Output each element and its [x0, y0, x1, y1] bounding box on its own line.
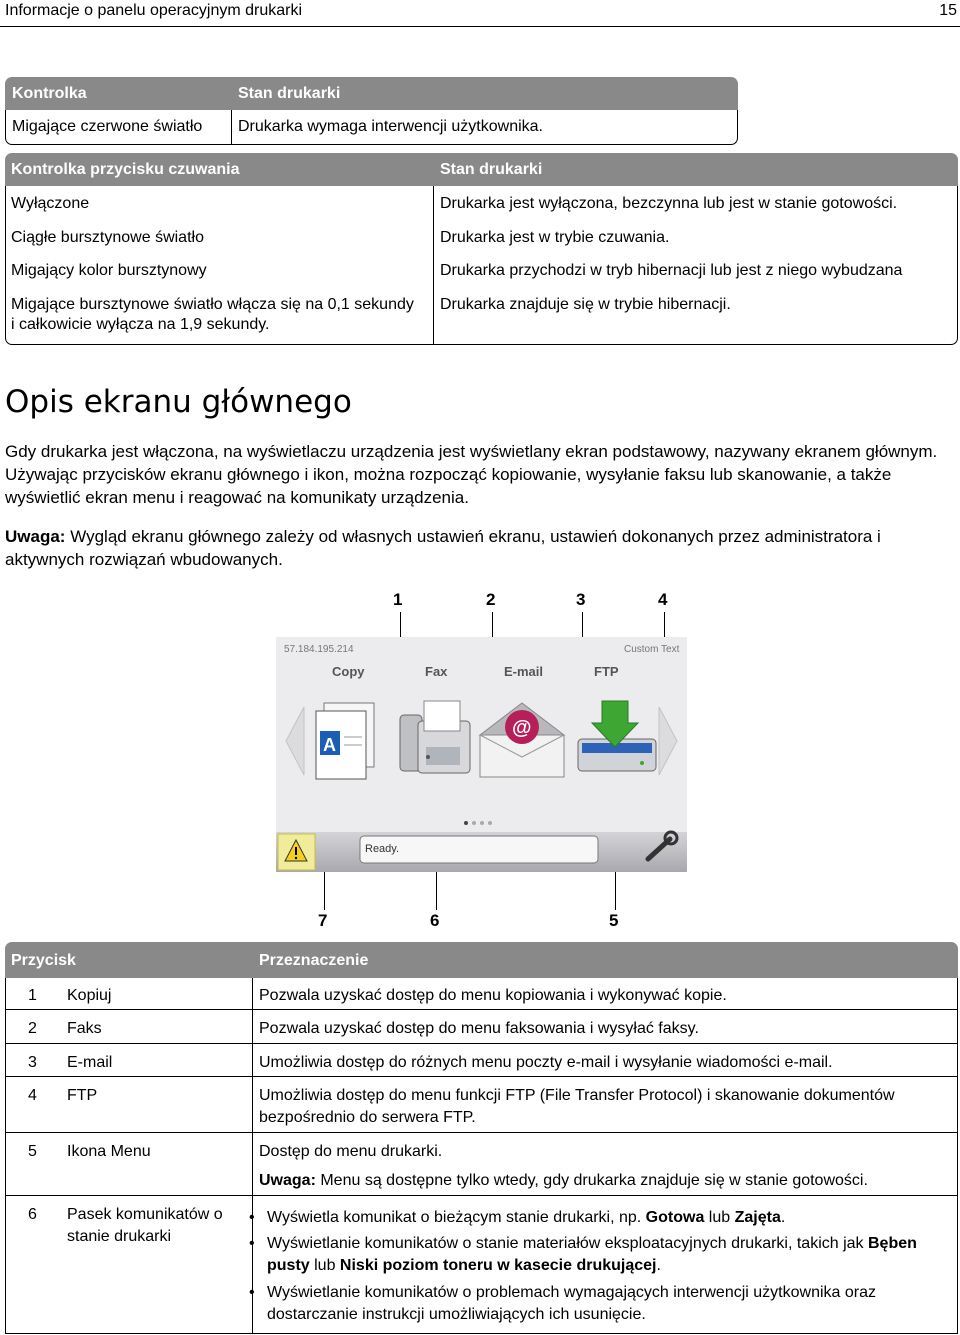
- light-meaning: Drukarka wymaga interwencji użytkownika.: [238, 118, 543, 135]
- page-dot: [472, 821, 476, 825]
- column-header: Stan drukarki: [440, 161, 543, 178]
- row-number: 2: [28, 1020, 37, 1037]
- callout-7: 7: [318, 911, 328, 930]
- page-header-title: Informacje o panelu operacyjnym drukarki: [5, 2, 303, 19]
- row-number: 6: [28, 1206, 37, 1223]
- column-header: Stan drukarki: [238, 85, 341, 102]
- app-label-email[interactable]: E-mail: [504, 664, 544, 679]
- row-number: 4: [28, 1087, 37, 1104]
- button-purpose: Pozwala uzyskać dostęp do menu kopiowania i wykonywać kopie.: [259, 987, 727, 1004]
- row-number: 1: [28, 987, 37, 1004]
- list-item: • Wyświetlanie komunikatów o stanie materiałów eksploatacyjnych drukarki, takich jak Bęben pusty lub Niski poziom toneru w kasecie drukującej.: [267, 1233, 957, 1277]
- sleep-state: Migający kolor bursztynowy: [11, 262, 207, 279]
- section-note: [5, 525, 950, 571]
- table-row: [5, 110, 738, 145]
- callout-6: 6: [430, 911, 440, 930]
- button-note: [259, 1170, 868, 1192]
- column-header: Przeznaczenie: [259, 952, 369, 969]
- button-name: Kopiuj: [67, 987, 112, 1004]
- warning-icon[interactable]: [278, 834, 315, 870]
- page-header: [0, 0, 960, 27]
- callout-5: 5: [609, 911, 619, 930]
- button-name: FTP: [67, 1087, 98, 1104]
- note-label: Uwaga:: [5, 527, 66, 546]
- status-text: Ready.: [365, 843, 400, 855]
- button-purpose: Dostęp do menu drukarki.: [259, 1143, 443, 1160]
- svg-text:A: A: [323, 735, 336, 755]
- column-header: Kontrolka: [12, 85, 87, 102]
- button-purpose: Umożliwia dostęp do różnych menu poczty e-mail i wysyłanie wiadomości e-mail.: [259, 1054, 833, 1071]
- custom-text: Custom Text: [624, 644, 680, 655]
- table-header: [5, 77, 738, 110]
- table-indicator-light: [5, 77, 738, 145]
- printer-home-screen: [276, 637, 687, 872]
- button-name: Faks: [67, 1020, 102, 1037]
- note-label: Uwaga:: [259, 1172, 316, 1189]
- sleep-meaning: Drukarka jest w trybie czuwania.: [440, 229, 670, 246]
- app-label-ftp[interactable]: FTP: [594, 664, 619, 679]
- table-header: [5, 153, 958, 186]
- row-number: 5: [28, 1143, 37, 1160]
- list-item: • Wyświetla komunikat o bieżącym stanie drukarki, np. Gotowa lub Zajęta.: [267, 1207, 957, 1229]
- sleep-meaning: Drukarka jest wyłączona, bezczynna lub jest w stanie gotowości.: [440, 195, 898, 212]
- page-dot: [488, 821, 492, 825]
- app-label-fax[interactable]: Fax: [425, 664, 448, 679]
- callout-4: 4: [658, 590, 668, 609]
- table-buttons: [5, 942, 958, 1334]
- sleep-state: Migające bursztynowe światło włącza się na 0,1 sekundy i całkowicie wyłącza na 1,9 sekundy.: [11, 296, 414, 333]
- list-item: • Wyświetlanie komunikatów o problemach wymagających interwencji użytkownika oraz dostarczanie instrukcji umożliwiających ich usunięcie.: [267, 1282, 957, 1326]
- column-header: Kontrolka przycisku czuwania: [11, 161, 240, 178]
- page-number: 15: [939, 2, 957, 19]
- section-intro: Gdy drukarka jest włączona, na wyświetlaczu urządzenia jest wyświetlany ekran podstawowy, nazywany ekranem głównym. Używając przycisków ekranu głównego i ikon, można rozpocząć kopiowanie, wysyłanie faksu lub skanowanie, a także wyświetlić ekran menu i reagować na komunikaty urządzenia.: [5, 442, 938, 507]
- button-purpose: Pozwala uzyskać dostęp do menu faksowania i wysyłać faksy.: [259, 1020, 699, 1037]
- note-text: Menu są dostępne tylko wtedy, gdy drukarka znajduje się w stanie gotowości.: [315, 1172, 868, 1189]
- row-number: 3: [28, 1054, 37, 1071]
- light-state: Migające czerwone światło: [12, 118, 203, 135]
- copy-icon[interactable]: [316, 703, 374, 779]
- sleep-state: Ciągłe bursztynowe światło: [11, 229, 204, 246]
- app-label-copy[interactable]: Copy: [332, 664, 365, 679]
- sleep-meaning: Drukarka przychodzi w tryb hibernacji lub jest z niego wybudzana: [440, 262, 903, 279]
- column-header: Przycisk: [11, 952, 76, 969]
- callout-3: 3: [576, 590, 586, 609]
- ip-address: 57.184.195.214: [284, 644, 354, 655]
- sleep-meaning: Drukarka znajduje się w trybie hibernacji.: [440, 296, 731, 313]
- section-title: Opis ekranu głównego: [5, 384, 352, 420]
- button-name: E-mail: [67, 1054, 113, 1071]
- table-sleep-light: [5, 153, 958, 346]
- page-dot: [480, 821, 484, 825]
- table-header: [5, 942, 958, 978]
- sleep-state: Wyłączone: [11, 195, 90, 212]
- button-name: Ikona Menu: [67, 1143, 151, 1160]
- callout-2: 2: [486, 590, 496, 609]
- callout-1: 1: [393, 590, 403, 609]
- page-dot: [464, 821, 468, 825]
- button-purpose: Umożliwia dostęp do menu funkcji FTP (File Transfer Protocol) i skanowanie dokumentów bezpośrednio do serwera FTP.: [259, 1087, 895, 1126]
- button-name: Pasek komunikatów o stanie drukarki: [67, 1206, 223, 1245]
- svg-text:@: @: [512, 717, 532, 739]
- note-text: Wygląd ekranu głównego zależy od własnych ustawień ekranu, ustawień dokonanych przez administratora i aktywnych rozwiązań wbudowanych.: [5, 527, 881, 569]
